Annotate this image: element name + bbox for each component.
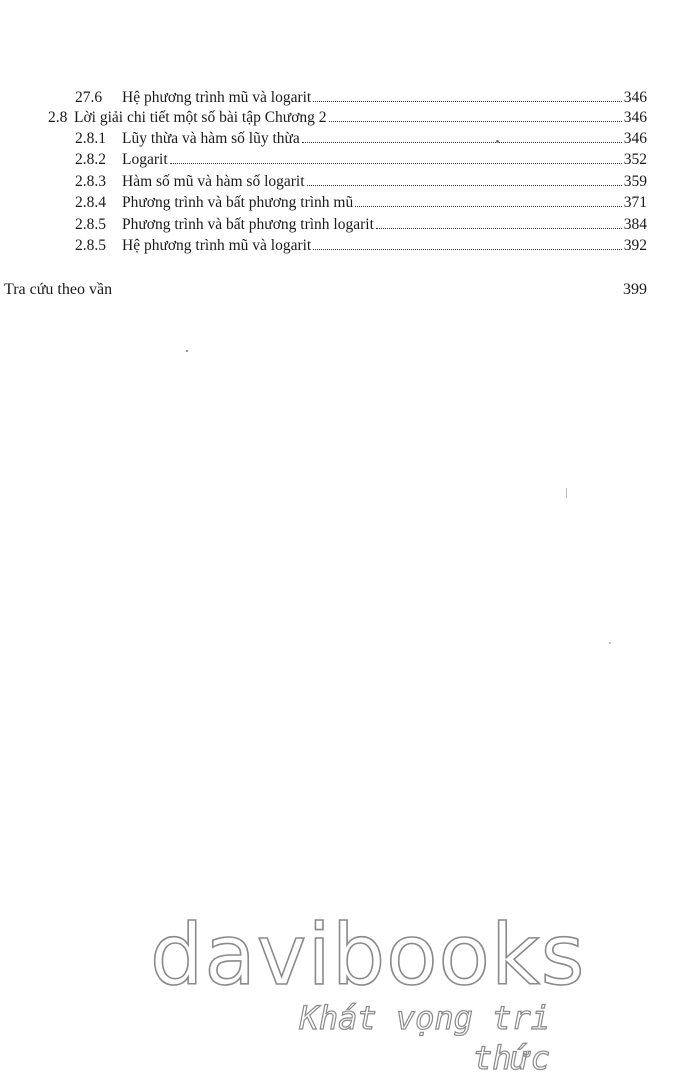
watermark-slogan: Khát vọng tri thức [299, 999, 550, 1077]
toc-entry-page: 346 [623, 109, 647, 126]
dot-leader [302, 142, 622, 143]
dot-leader [313, 101, 622, 102]
toc-entry-title: Phương trình và bất phương trình mũ [122, 194, 354, 211]
toc-entry-page: 384 [623, 216, 647, 233]
dot-leader [307, 185, 622, 186]
watermark-brand: davibooks [150, 906, 586, 1004]
dot-leader [170, 163, 622, 164]
index-entry[interactable] [4, 280, 647, 300]
toc-entry[interactable] [75, 88, 647, 108]
toc-entry-title: Lũy thừa và hàm số lũy thừa [122, 130, 300, 147]
watermark [150, 906, 586, 1077]
scan-speck [609, 642, 611, 644]
toc-entry-number: 2.8.4 [75, 194, 106, 211]
toc-entry-number: 2.8.5 [75, 237, 106, 254]
toc-entry-title: Hệ phương trình mũ và logarit [122, 237, 312, 254]
toc-entry-title: Logarit [122, 151, 168, 168]
toc-entry[interactable] [48, 108, 647, 128]
dot-leader [355, 206, 622, 207]
toc-entry[interactable] [75, 129, 647, 149]
toc-entry[interactable] [75, 193, 647, 213]
dot-leader [313, 249, 622, 250]
toc-entry[interactable] [75, 236, 647, 256]
toc-entry-number: 2.8.3 [75, 173, 106, 190]
toc-entry-title: Hàm số mũ và hàm số logarit [122, 173, 305, 190]
scan-speck [566, 488, 567, 498]
toc-entry-title: Hệ phương trình mũ và logarit [122, 89, 312, 106]
toc-entry-number: 27.6 [75, 89, 103, 106]
toc-entry[interactable] [75, 150, 647, 170]
toc-entry-page: 346 [623, 89, 647, 106]
toc-entry-page: 346 [623, 130, 647, 147]
toc-entry[interactable] [75, 215, 647, 235]
toc-entry-page: 359 [623, 173, 647, 190]
toc-entry-page: 392 [623, 237, 647, 254]
toc-entry-number: 2.8.1 [75, 130, 106, 147]
toc-entry-number: 2.8 [48, 109, 68, 126]
toc-entry-title: Phương trình và bất phương trình logarit [122, 216, 374, 233]
toc-entry-title: Lời giải chi tiết một số bài tập Chương 2 [74, 109, 327, 126]
toc-entry-number: 2.8.2 [75, 151, 106, 168]
index-entry-title: Tra cứu theo vần [4, 281, 113, 298]
scan-speck [496, 140, 499, 143]
toc-entry-number: 2.8.5 [75, 216, 106, 233]
toc-entry[interactable] [75, 172, 647, 192]
index-entry-page: 399 [623, 281, 647, 298]
toc-entry-page: 371 [623, 194, 647, 211]
scan-speck [186, 350, 188, 352]
dot-leader [329, 121, 622, 122]
toc-entry-page: 352 [623, 151, 647, 168]
dot-leader [376, 228, 622, 229]
